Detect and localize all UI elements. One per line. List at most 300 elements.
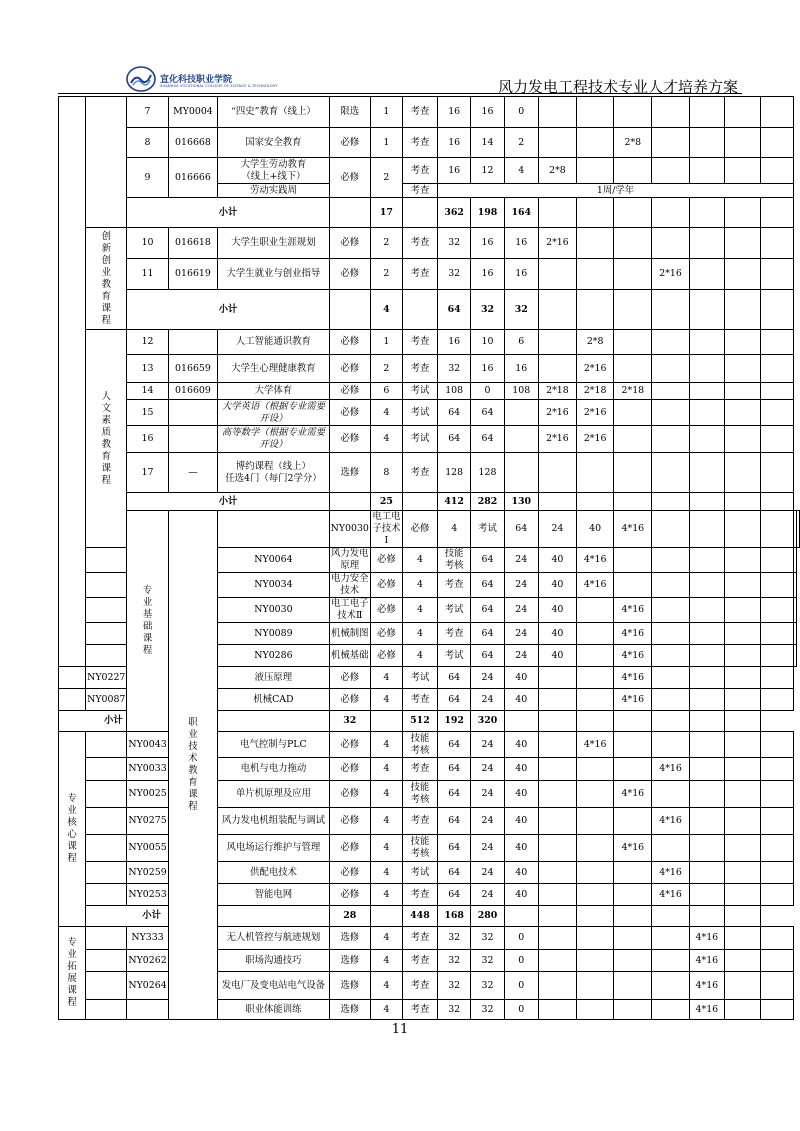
table-cell: 考查: [402, 355, 437, 383]
table-cell: 64: [504, 511, 538, 548]
table-cell: [538, 128, 576, 158]
table-cell: 4: [504, 158, 538, 184]
table-cell: [725, 573, 761, 598]
table-cell: 考试: [402, 667, 437, 689]
table-cell: 32: [438, 355, 471, 383]
table-cell: 016618: [168, 228, 218, 259]
table-cell: 28: [329, 906, 370, 927]
table-cell: 6: [504, 330, 538, 355]
table-cell: [725, 259, 761, 290]
table-cell: [577, 808, 614, 835]
table-cell: 必修: [370, 598, 402, 623]
table-cell: [652, 711, 689, 732]
table-cell: 192: [438, 711, 471, 732]
table-cell: 16: [438, 330, 471, 355]
table-cell: [614, 330, 652, 355]
table-cell: 282: [471, 493, 504, 511]
table-cell: 14: [127, 383, 168, 400]
table-cell: 4*16: [614, 781, 652, 808]
table-cell: 4: [370, 400, 402, 426]
table-cell: NY333: [127, 927, 168, 950]
table-cell: [652, 97, 689, 128]
table-cell: [725, 1000, 761, 1020]
category-core: 专业核心课程: [59, 732, 86, 927]
table-cell: [689, 511, 724, 548]
table-cell: 考试: [471, 511, 504, 548]
table-cell: 32: [471, 950, 504, 972]
table-cell: [652, 781, 689, 808]
table-cell: 16: [504, 355, 538, 383]
table-cell: 16: [438, 158, 471, 184]
table-cell: 4*16: [577, 573, 614, 598]
table-cell: [725, 493, 761, 511]
table-cell: 9: [127, 158, 168, 198]
table-cell: [794, 623, 797, 645]
course-name: 大学生就业与创业指导: [218, 259, 329, 290]
table-cell: 选修: [329, 1000, 370, 1020]
table-cell: NY0025: [127, 781, 168, 808]
table-cell: [86, 950, 127, 972]
table-cell: [760, 400, 793, 426]
table-cell: [760, 835, 793, 862]
table-cell: [689, 259, 724, 290]
table-cell: [689, 781, 724, 808]
table-cell: [577, 290, 614, 330]
table-cell: [725, 158, 761, 184]
table-cell: [577, 835, 614, 862]
table-cell: 40: [577, 511, 614, 548]
table-cell: 412: [438, 493, 471, 511]
table-cell: [652, 689, 689, 711]
table-cell: 必修: [370, 645, 402, 667]
table-cell: 考查: [402, 808, 437, 835]
table-cell: [577, 598, 614, 623]
table-cell: 40: [504, 689, 538, 711]
table-cell: 4: [370, 972, 402, 1000]
table-cell: [652, 158, 689, 184]
category-innovation: 创新创业教育课程: [86, 228, 127, 330]
course-name: 风电场运行维护与管理: [218, 835, 329, 862]
table-cell: [538, 290, 576, 330]
table-cell: [577, 781, 614, 808]
subtotal-row: [59, 906, 800, 927]
table-cell: [652, 228, 689, 259]
table-cell: [760, 758, 793, 781]
table-cell: [760, 426, 793, 453]
table-cell: [725, 972, 761, 1000]
course-name: 电机与电力拖动: [218, 758, 329, 781]
table-cell: 64: [438, 758, 471, 781]
page-header: [58, 62, 742, 96]
table-cell: [652, 330, 689, 355]
table-cell: 64: [471, 623, 504, 645]
table-cell: NY0030: [218, 598, 329, 623]
course-name: 职场沟通技巧: [218, 950, 329, 972]
table-cell: [794, 573, 797, 598]
table-cell: 考查: [402, 884, 437, 906]
table-cell: 40: [504, 835, 538, 862]
table-cell: NY0275: [127, 808, 168, 835]
table-cell: NY0064: [218, 548, 329, 573]
table-cell: 必修: [329, 383, 370, 400]
table-cell: 考试: [402, 426, 437, 453]
course-name: 大学生劳动教育 （线上+线下）: [218, 158, 329, 184]
college-logo-icon: [126, 66, 156, 92]
table-cell: 016609: [168, 383, 218, 400]
table-cell: 64: [438, 781, 471, 808]
table-cell: 32: [438, 259, 471, 290]
table-cell: 108: [438, 383, 471, 400]
table-cell: 16: [127, 426, 168, 453]
table-cell: 考查: [402, 158, 437, 184]
table-cell: [689, 711, 724, 732]
table-cell: [725, 884, 761, 906]
table-cell: [614, 548, 652, 573]
table-cell: NY0033: [127, 758, 168, 781]
table-cell: [689, 884, 724, 906]
table-cell: [689, 906, 724, 927]
table-cell: 2: [370, 228, 402, 259]
table-cell: [725, 711, 761, 732]
table-cell: 198: [471, 198, 504, 228]
table-cell: [689, 598, 724, 623]
table-cell: 24: [504, 623, 538, 645]
table-cell: [168, 426, 218, 453]
table-cell: 4*16: [614, 689, 652, 711]
table-cell: 2: [504, 128, 538, 158]
course-name: 机械制图: [329, 623, 370, 645]
table-cell: 小计: [127, 290, 329, 330]
table-cell: [725, 548, 761, 573]
table-cell: 64: [471, 400, 504, 426]
table-cell: [538, 689, 576, 711]
table-cell: [538, 259, 576, 290]
table-cell: 32: [471, 927, 504, 950]
table-cell: 选修: [329, 927, 370, 950]
table-cell: 32: [438, 228, 471, 259]
table-cell: 小计: [59, 711, 169, 732]
table-cell: [725, 927, 761, 950]
table-cell: [86, 781, 127, 808]
table-cell: 考试: [402, 383, 437, 400]
table-cell: [725, 950, 761, 972]
table-cell: [652, 1000, 689, 1020]
table-cell: [794, 548, 797, 573]
table-cell: 8: [370, 453, 402, 493]
table-cell: 24: [471, 732, 504, 758]
table-cell: [538, 330, 576, 355]
table-cell: 40: [504, 781, 538, 808]
table-cell: [538, 927, 576, 950]
table-cell: [760, 808, 793, 835]
table-cell: [725, 198, 761, 228]
table-cell: 4*16: [614, 511, 652, 548]
table-cell: 10: [471, 330, 504, 355]
table-cell: [614, 808, 652, 835]
table-cell: [760, 573, 793, 598]
table-cell: 4: [402, 623, 437, 645]
table-cell: 考查: [402, 330, 437, 355]
table-cell: 必修: [402, 511, 437, 548]
table-cell: [760, 158, 793, 184]
table-cell: [614, 355, 652, 383]
table-cell: 32: [438, 1000, 471, 1020]
table-cell: 64: [438, 884, 471, 906]
table-cell: [614, 927, 652, 950]
table-cell: 2: [370, 158, 402, 198]
category-extension: 专业拓展课程: [59, 927, 86, 1020]
table-cell: 必修: [329, 781, 370, 808]
table-cell: [86, 573, 127, 598]
table-cell: [504, 711, 538, 732]
table-cell: [86, 758, 127, 781]
table-cell: [689, 758, 724, 781]
table-cell: [725, 400, 761, 426]
table-cell: [538, 758, 576, 781]
table-cell: [329, 290, 370, 330]
table-cell: 考试: [402, 862, 437, 884]
table-cell: [86, 927, 127, 950]
table-cell: 32: [438, 950, 471, 972]
table-cell: 4: [370, 689, 402, 711]
table-cell: [652, 290, 689, 330]
table-cell: [127, 1000, 168, 1020]
table-cell: 16: [504, 259, 538, 290]
table-cell: [760, 259, 793, 290]
table-cell: 24: [504, 645, 538, 667]
table-cell: 4: [370, 290, 402, 330]
table-cell: 限选: [329, 97, 370, 128]
table-cell: 12: [471, 158, 504, 184]
subtotal-row: [59, 493, 800, 511]
table-cell: 小计: [127, 493, 329, 511]
table-cell: 考查: [438, 623, 471, 645]
table-cell: 16: [438, 97, 471, 128]
table-cell: 32: [504, 290, 538, 330]
table-cell: [760, 732, 793, 758]
table-cell: [504, 453, 538, 493]
table-cell: [652, 400, 689, 426]
table-cell: 技能 考核: [402, 781, 437, 808]
table-cell: [218, 906, 329, 927]
table-cell: [760, 884, 793, 906]
table-cell: [760, 355, 793, 383]
table-cell: [760, 453, 793, 493]
table-cell: 4*16: [689, 950, 724, 972]
table-cell: [614, 862, 652, 884]
table-cell: 40: [504, 862, 538, 884]
table-cell: [614, 97, 652, 128]
table-cell: 必修: [329, 732, 370, 758]
table-cell: [725, 97, 761, 128]
table-cell: 64: [471, 573, 504, 598]
table-cell: [370, 906, 402, 927]
table-cell: 16: [471, 355, 504, 383]
course-name: 大学英语（根据专业需要开设）: [218, 400, 329, 426]
table-cell: 24: [504, 573, 538, 598]
table-cell: [577, 862, 614, 884]
table-cell: [689, 573, 724, 598]
table-cell: 13: [127, 355, 168, 383]
table-cell: 考查: [402, 950, 437, 972]
table-cell: 40: [538, 598, 576, 623]
table-cell: 320: [471, 711, 504, 732]
table-cell: [689, 383, 724, 400]
table-cell: 4: [402, 573, 437, 598]
table-cell: 25: [370, 493, 402, 511]
table-cell: [652, 598, 689, 623]
page-number: 11: [391, 1022, 409, 1037]
table-cell: 0: [504, 97, 538, 128]
table-cell: [538, 906, 576, 927]
table-cell: 考查: [402, 689, 437, 711]
table-cell: 24: [471, 862, 504, 884]
table-cell: 4: [370, 950, 402, 972]
table-cell: 40: [504, 667, 538, 689]
table-cell: 4: [370, 808, 402, 835]
course-name: 风力发电原理: [331, 548, 369, 571]
table-cell: [86, 598, 127, 623]
table-cell: 4*16: [652, 884, 689, 906]
table-cell: [725, 128, 761, 158]
table-cell: 1: [370, 128, 402, 158]
table-cell: 14: [471, 128, 504, 158]
table-cell: 2*16: [652, 259, 689, 290]
table-cell: [760, 198, 793, 228]
table-cell: [86, 862, 127, 884]
table-cell: [760, 950, 793, 972]
table-cell: [614, 493, 652, 511]
table-cell: [614, 884, 652, 906]
table-cell: 2*18: [538, 383, 576, 400]
table-cell: [614, 198, 652, 228]
table-cell: 0: [471, 383, 504, 400]
table-cell: 4*16: [652, 862, 689, 884]
table-cell: [760, 689, 793, 711]
table-cell: 必修: [370, 623, 402, 645]
table-cell: [760, 927, 793, 950]
table-cell: [725, 511, 761, 548]
table-cell: 2*16: [577, 426, 614, 453]
course-plan-table: [58, 96, 800, 1020]
table-cell: [725, 598, 761, 623]
table-cell: [577, 906, 614, 927]
college-name-en: XUANHUA VOCATIONAL COLLEGE OF SCIENCE & TECHNOLOGY: [160, 84, 278, 88]
table-cell: 考查: [402, 128, 437, 158]
table-cell: [689, 330, 724, 355]
table-cell: [689, 426, 724, 453]
table-cell: [689, 667, 724, 689]
table-cell: [689, 158, 724, 184]
table-cell: 2*16: [577, 355, 614, 383]
table-cell: 362: [438, 198, 471, 228]
table-row: [59, 383, 800, 400]
table-row: [59, 97, 800, 128]
table-cell: [689, 623, 724, 645]
table-cell: [725, 689, 761, 711]
table-cell: 11: [127, 259, 168, 290]
table-cell: 2*16: [538, 400, 576, 426]
table-cell: 4*16: [577, 732, 614, 758]
table-cell: [86, 884, 127, 906]
table-cell: 4: [370, 862, 402, 884]
table-cell: [652, 198, 689, 228]
table-cell: [538, 808, 576, 835]
course-name: 无人机管控与航迹规划: [218, 927, 329, 950]
table-cell: NY0253: [127, 884, 168, 906]
table-cell: [760, 330, 793, 355]
table-cell: 280: [471, 906, 504, 927]
table-cell: 考查: [402, 97, 437, 128]
course-name: 单片机原理及应用: [218, 781, 329, 808]
table-cell: [689, 290, 724, 330]
table-cell: 64: [471, 645, 504, 667]
table-cell: [577, 198, 614, 228]
table-cell: [86, 1000, 127, 1020]
table-cell: [329, 493, 370, 511]
table-cell: [614, 290, 652, 330]
table-cell: 必修: [329, 128, 370, 158]
table-cell: [577, 228, 614, 259]
table-cell: 考查: [402, 184, 437, 198]
table-cell: [538, 781, 576, 808]
table-cell: [538, 972, 576, 1000]
table-cell: [86, 548, 127, 573]
table-cell: [577, 689, 614, 711]
category-cell-political: [86, 97, 127, 228]
table-cell: 必修: [370, 548, 402, 573]
table-cell: [218, 511, 329, 548]
table-cell: 64: [471, 548, 504, 573]
table-cell: 448: [402, 906, 437, 927]
table-cell: 必修: [370, 573, 402, 598]
table-cell: [652, 645, 689, 667]
table-cell: [760, 228, 793, 259]
table-cell: 128: [438, 453, 471, 493]
table-cell: NY0055: [127, 835, 168, 862]
table-cell: 2*8: [577, 330, 614, 355]
table-cell: [538, 732, 576, 758]
table-cell: [760, 128, 793, 158]
table-cell: [760, 1000, 793, 1020]
table-cell: [577, 493, 614, 511]
table-cell: [614, 453, 652, 493]
table-cell: 4: [402, 598, 437, 623]
table-cell: [614, 758, 652, 781]
table-cell: 0: [504, 1000, 538, 1020]
table-cell: 考查: [402, 972, 437, 1000]
table-cell: [504, 906, 538, 927]
table-cell: 24: [504, 548, 538, 573]
course-name: 智能电网: [218, 884, 329, 906]
table-cell: 1周/学年: [438, 184, 794, 198]
table-cell: 4: [438, 511, 471, 548]
table-cell: [577, 667, 614, 689]
table-cell: [504, 426, 538, 453]
table-cell: 4: [402, 645, 437, 667]
table-cell: [689, 128, 724, 158]
table-cell: 选修: [329, 972, 370, 1000]
table-cell: [689, 228, 724, 259]
table-cell: 6: [370, 383, 402, 400]
table-cell: 016666: [168, 158, 218, 198]
table-cell: [689, 808, 724, 835]
table-cell: 016659: [168, 355, 218, 383]
table-cell: 64: [438, 426, 471, 453]
table-cell: 24: [538, 511, 576, 548]
table-cell: 4*16: [614, 598, 652, 623]
table-row: [59, 158, 800, 184]
